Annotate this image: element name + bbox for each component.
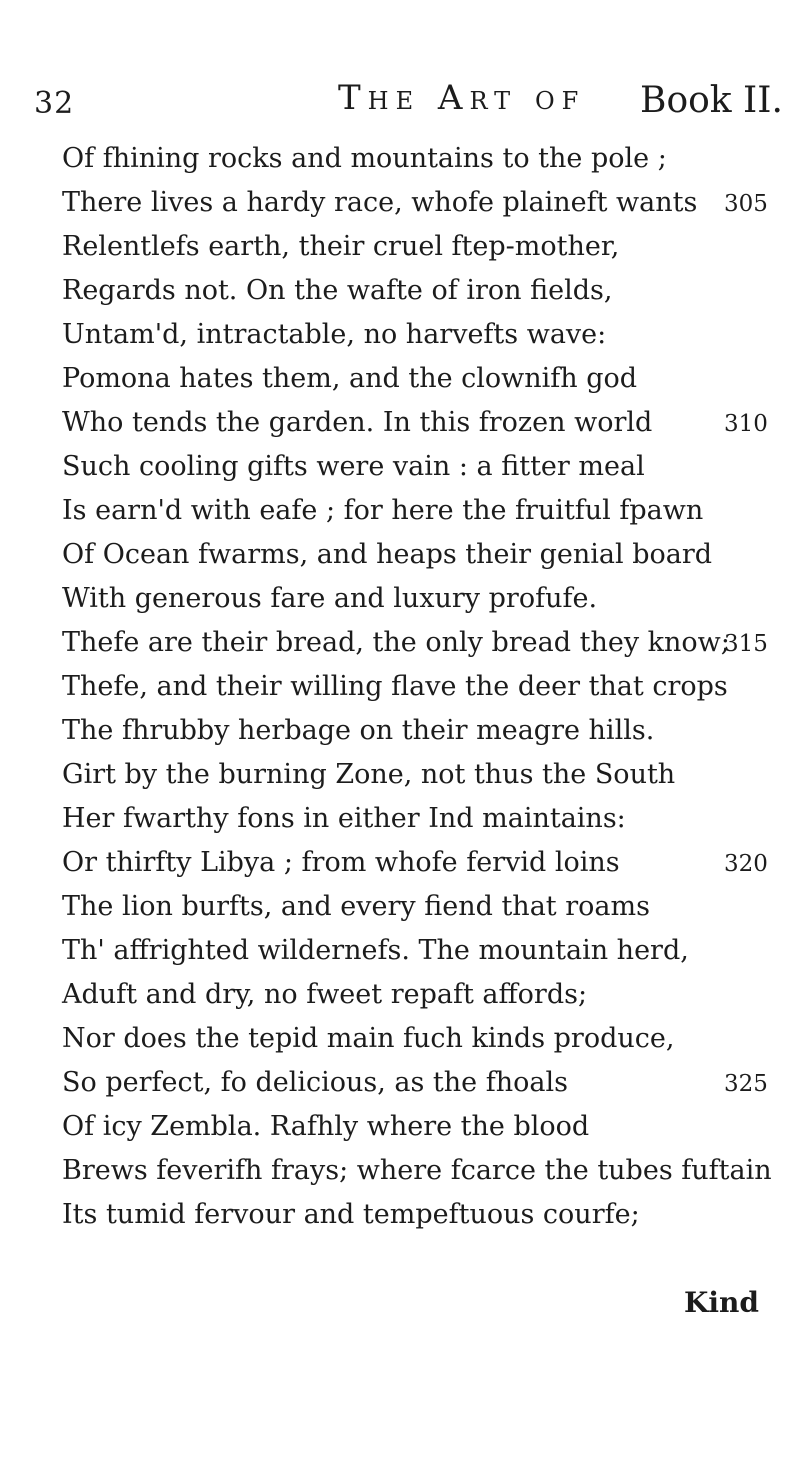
verse-line: So perfect, fo delicious, as the fhoals [62, 1067, 568, 1098]
line-number: 320 [724, 851, 768, 877]
verse-line: Of icy Zembla. Rafhly where the blood [62, 1111, 590, 1142]
catchword: Kind [684, 1286, 759, 1319]
verse-line: Of Ocean fwarms, and heaps their genial board [62, 539, 713, 570]
verse-line: Aduft and dry, no fweet repaft affords; [62, 979, 588, 1010]
verse-line: The fhrubby herbage on their meagre hills. [62, 715, 655, 746]
line-number: 305 [724, 191, 768, 217]
verse-line: Thefe are their bread, the only bread they know; [62, 627, 730, 658]
verse-line: The lion burfts, and every fiend that roams [62, 891, 650, 922]
verse-line: Untam'd, intractable, no harvefts wave: [62, 319, 607, 350]
verse-line: Th' affrighted wildernefs. The mountain herd, [62, 935, 689, 966]
line-number: 310 [724, 411, 768, 437]
verse-line: Nor does the tepid main fuch kinds produce, [62, 1023, 675, 1054]
verse-line: Such cooling gifts were vain : a fitter meal [62, 451, 645, 482]
verse-line: Or thirfty Libya ; from whofe fervid loins [62, 847, 620, 878]
book-label: Book II. [640, 80, 783, 121]
verse-line: With generous fare and luxury profufe. [62, 583, 598, 614]
running-title: The Art of [338, 78, 586, 118]
verse-line: Her fwarthy fons in either Ind maintains: [62, 803, 626, 834]
verse-line: Girt by the burning Zone, not thus the South [62, 759, 676, 790]
verse-line: Is earn'd with eafe ; for here the fruitful fpawn [62, 495, 704, 526]
verse-line: There lives a hardy race, whofe plaineft wants [62, 187, 698, 218]
line-number: 315 [724, 631, 768, 657]
verse-line: Thefe, and their willing flave the deer that crops [62, 671, 728, 702]
verse-line: Who tends the garden. In this frozen world [62, 407, 653, 438]
verse-line: Relentlefs earth, their cruel ftep-mother, [62, 231, 620, 262]
line-number: 325 [724, 1071, 768, 1097]
page-number: 32 [34, 86, 75, 121]
verse-line: Of fhining rocks and mountains to the pole ; [62, 143, 667, 174]
verse-line: Brews feverifh frays; where fcarce the tubes fuftain [62, 1155, 772, 1186]
verse-line: Its tumid fervour and tempeftuous courfe; [62, 1199, 640, 1230]
verse-line: Regards not. On the wafte of iron fields, [62, 275, 613, 306]
verse-line: Pomona hates them, and the clownifh god [62, 363, 638, 394]
